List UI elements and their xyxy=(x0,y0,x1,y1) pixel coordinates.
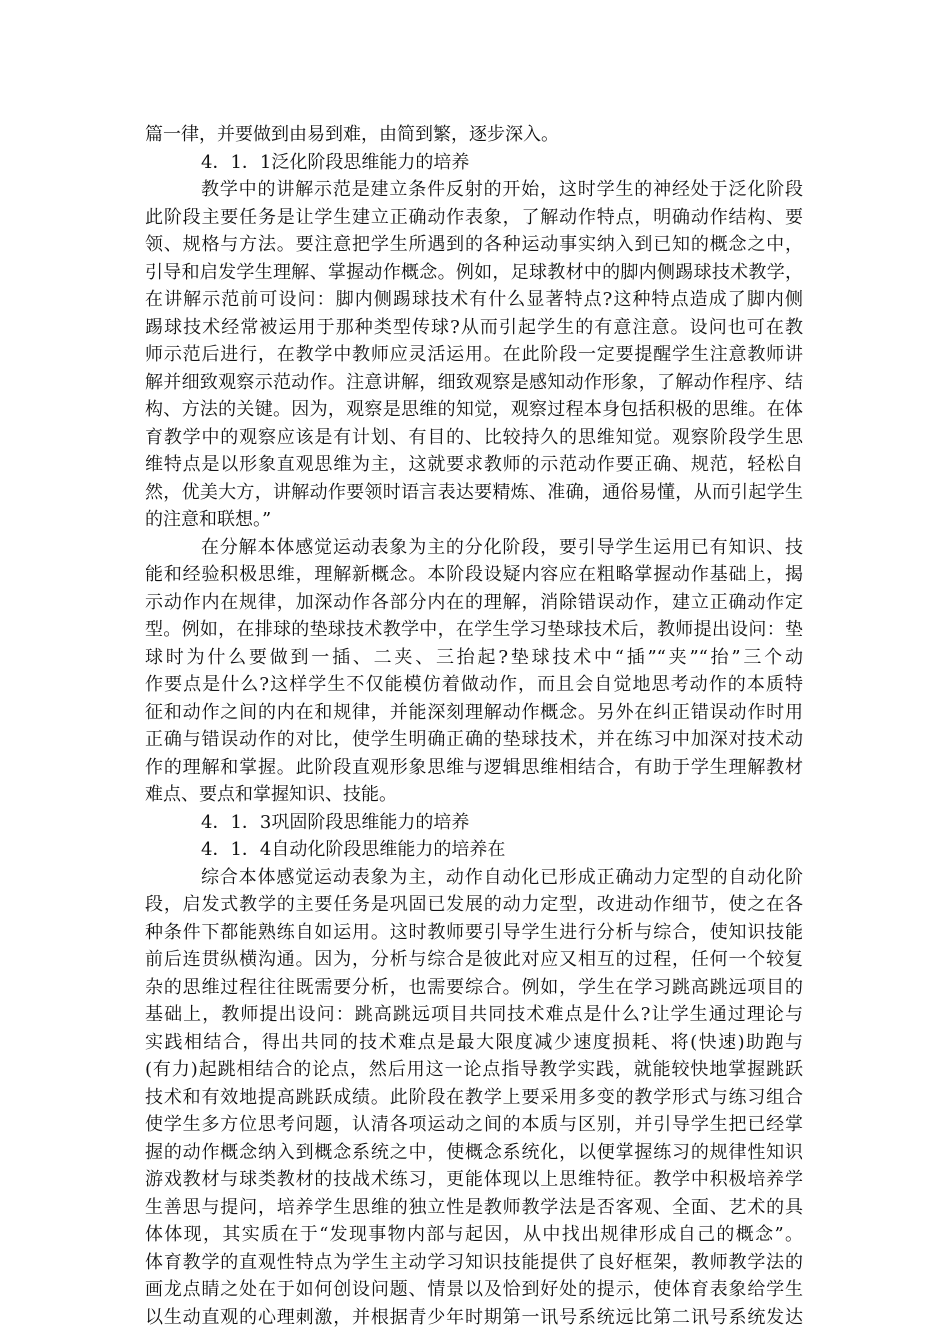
text-line: 球时为什么要做到一插、二夹、三抬起?垫球技术中“插”“夹”“抬”三个动 xyxy=(145,646,803,668)
text-line: 正确与错误动作的对比，使学生明确正确的垫球技术，并在练习中加深对技术动 xyxy=(145,729,803,750)
text-line: 难点、要点和掌握知识、技能。 xyxy=(145,784,397,805)
section-heading: 4．1．4自动化阶段思维能力的培养在 xyxy=(201,839,506,860)
text-line: 征和动作之间的内在和规律，并能深刻理解动作概念。另外在纠正错误动作时用 xyxy=(145,701,803,723)
text-line: 师示范后进行，在教学中教师应灵活运用。在此阶段一定要提醒学生注意教师讲 xyxy=(145,344,803,365)
text-line: 综合本体感觉运动表象为主，动作自动化已形成正确动力定型的自动化阶 xyxy=(201,866,803,888)
text-line: 实践相结合，得出共同的技术难点是最大限度减少速度损耗、将(快速)助跑与 xyxy=(145,1031,803,1053)
text-line: 构、方法的关键。因为，观察是思维的知觉，观察过程本身包括积极的思维。在体 xyxy=(145,399,803,420)
text-line: 在分解本体感觉运动表象为主的分化阶段，要引导学生运用已有知识、技 xyxy=(201,536,803,558)
text-line: 前后连贯纵横沟通。因为，分析与综合是彼此对应又相互的过程，任何一个较复 xyxy=(145,949,803,970)
document-page xyxy=(145,121,803,1331)
text-line: 能和经验积极思维，理解新概念。本阶段设疑内容应在粗略掌握动作基础上，揭 xyxy=(145,564,803,585)
text-line: 引导和启发学生理解、掌握动作概念。例如，足球教材中的脚内侧踢球技术教学， xyxy=(145,261,803,283)
section-heading: 4．1．3巩固阶段思维能力的培养 xyxy=(201,811,470,833)
text-line: 画龙点睛之处在于如何创设问题、情景以及恰到好处的提示，使体育表象给学生 xyxy=(145,1279,803,1300)
text-line: 型。例如，在排球的垫球技术教学中，在学生学习垫球技术后，教师提出设问：垫 xyxy=(145,619,803,640)
text-line: 的注意和联想。” xyxy=(145,509,272,530)
text-line: 领、规格与方法。要注意把学生所遇到的各种运动事实纳入到已知的概念之中， xyxy=(145,234,803,255)
text-line: 育教学中的观察应该是有计划、有目的、比较持久的思维知觉。观察阶段学生思 xyxy=(145,426,803,448)
text-line: 此阶段主要任务是让学生建立正确动作表象，了解动作特点，明确动作结构、要 xyxy=(145,206,803,228)
text-line: 段，启发式教学的主要任务是巩固已发展的动力定型，改进动作细节，使之在各 xyxy=(145,894,803,915)
text-line: 基础上，教师提出设问：跳高跳远项目共同技术难点是什么?让学生通过理论与 xyxy=(145,1004,803,1025)
text-line: 以生动直观的心理刺激，并根据青少年时期第一讯号系统远比第二讯号系统发达 xyxy=(145,1306,803,1328)
text-line: 解并细致观察示范动作。注意讲解，细致观察是感知动作形象，了解动作程序、结 xyxy=(145,371,803,393)
text-line: 技术和有效地提高跳跃成绩。此阶段在教学上要采用多变的教学形式与练习组合 xyxy=(145,1086,803,1108)
text-line: 然，优美大方，讲解动作要领时语言表达要精炼、准确，通俗易懂，从而引起学生 xyxy=(145,481,803,503)
text-line: 作要点是什么?这样学生不仅能模仿着做动作，而且会自觉地思考动作的本质特 xyxy=(145,674,803,695)
text-line: 体育教学的直观性特点为学生主动学习知识技能提供了良好框架，教师教学法的 xyxy=(145,1251,803,1273)
text-line: 篇一律，并要做到由易到难，由简到繁，逐步深入。 xyxy=(145,124,559,145)
text-line: 游戏教材与球类教材的技战术练习，更能体现以上思维特征。教学中积极培养学 xyxy=(145,1169,803,1190)
text-line: 杂的思维过程往往既需要分析，也需要综合。例如，学生在学习跳高跳远项目的 xyxy=(145,976,803,998)
text-line: 体体现，其实质在于“发现事物内部与起因，从中找出规律形成自己的概念”。 xyxy=(145,1224,803,1245)
text-line: 在讲解示范前可设问：脚内侧踢球技术有什么显著特点?这种特点造成了脚内侧 xyxy=(145,289,803,310)
text-line: 示动作内在规律，加深动作各部分内在的理解，消除错误动作，建立正确动作定 xyxy=(145,591,803,613)
text-line: (有力)起跳相结合的论点，然后用这一论点指导教学实践，就能较快地掌握跳跃 xyxy=(145,1059,803,1080)
text-line: 使学生多方位思考问题，认清各项运动之间的本质与区别，并引导学生把已经掌 xyxy=(145,1114,803,1135)
text-line: 握的动作概念纳入到概念系统之中，使概念系统化，以便掌握练习的规律性知识 xyxy=(145,1141,803,1163)
section-heading: 4．1．1泛化阶段思维能力的培养 xyxy=(201,151,470,173)
text-line: 踢球技术经常被运用于那种类型传球?从而引起学生的有意注意。设问也可在教 xyxy=(145,316,803,338)
text-line: 教学中的讲解示范是建立条件反射的开始，这时学生的神经处于泛化阶段 xyxy=(201,179,803,200)
text-line: 生善思与提问，培养学生思维的独立性是教师教学法是否客观、全面、艺术的具 xyxy=(145,1196,803,1218)
text-line: 作的理解和掌握。此阶段直观形象思维与逻辑思维相结合，有助于学生理解教材 xyxy=(145,756,803,778)
text-line: 维特点是以形象直观思维为主，这就要求教师的示范动作要正确、规范，轻松自 xyxy=(145,454,803,475)
text-line: 种条件下都能熟练自如运用。这时教师要引导学生进行分析与综合，使知识技能 xyxy=(145,921,803,943)
